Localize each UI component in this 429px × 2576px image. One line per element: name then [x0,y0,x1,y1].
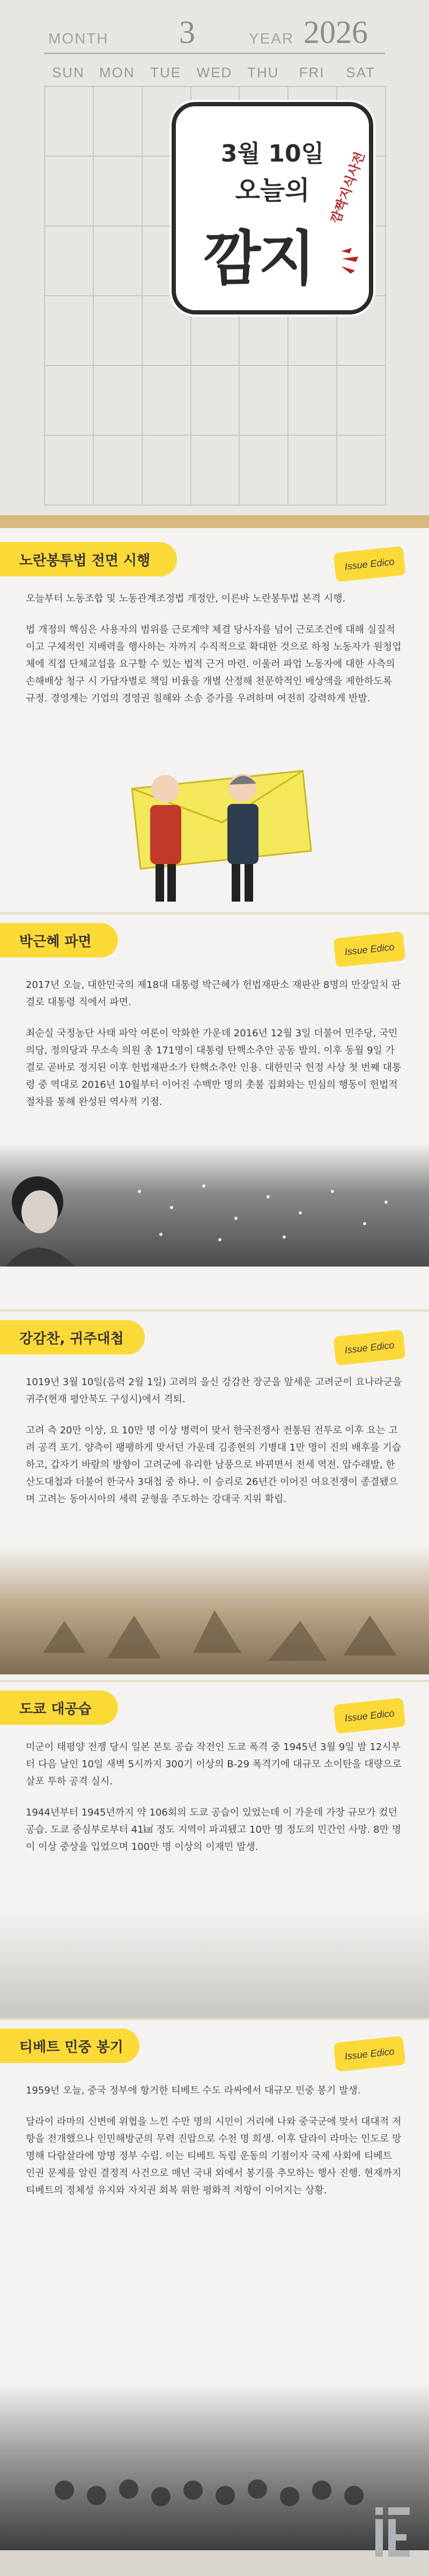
section-title-4: 도쿄 대공습 [0,1690,118,1725]
section-1-para-2: 법 개정의 핵심은 사용자의 범위를 근로계약 체결 당사자를 넘어 근로조건에 대해 실질적이고 구체적인 지배력을 행사하는 자까지 수직적으로 확대한 것으로 하청 노동자가 원청업체에 직접 단체교섭을 요구할 수 있는 법적 근거 마련. 이울러 파업 노동자에 대한 사측의 손해배상 청구 시 가담자별로 책임 비율을 개별 산정해 천문학적인 배상액을 제한하도록 규정. 경영계는 기업의 경영권 침해와 소송 증가를 우려하며 여전히 강력하게 반발. [26,624,402,704]
card-today: 오늘의 [235,175,310,206]
section-divider [0,1309,429,1312]
weekday-tue: TUE [150,64,182,80]
footer-bar [0,2550,429,2576]
section-title-2: 박근혜 파면 [0,923,118,957]
card-side-text: 깜짝지식사전 [328,150,368,225]
section-5-para-1: 1959년 오늘, 중국 정부에 항거한 티베트 수도 라싸에서 대규모 민중 봉기 발생. [26,2085,361,2096]
section-2-para-2: 최순실 국정농단 사태 파악 여론이 악화한 가운데 2016년 12월 3일 더불어 민주당, 국민의당, 정의당과 무소속 의원 총 171명이 대통령 탄핵소추안 공동 발의. 이후 동월 9일 가결로 곧바로 정지된 이후 헌법재판소가 탄핵소추안 인용. 대한민국 헌정 사상 첫 번째 대통령 중 역대로 2016년 10월부터 이어진 수백만 명의 촛불 집회와는 민심의 행동이 헌법적 절차를 통해 완성된 역사적 기점. [26,1028,402,1108]
issue-edico-badge: Issue Edico [334,1329,406,1365]
weekday-thu: THU [247,64,279,80]
tibet-protest-photo [0,2383,429,2550]
year-label: YEAR [249,30,294,47]
section-4-para-1: 미군이 태평양 전쟁 당시 일본 본토 공습 작전인 도쿄 폭격 중 1945년 3월 9일 밤 12시부터 다음 날인 10일 새벽 5시까지 300기 이상의 B-29 폭격기에 대규모 소이탄을 대량으로 살포 투하 공격 실시. [26,1741,402,1787]
section-body-2 [26,977,403,1125]
calendar-header [0,0,429,515]
burst-icon [337,246,364,278]
section-divider [0,1680,429,1682]
issue-edico-badge: Issue Edico [334,546,406,582]
month-label: MONTH [48,30,109,47]
section-title-1: 노란봉투법 전면 시행 [0,542,177,576]
weekday-sun: SUN [51,64,85,80]
weekday-fri: FRI [299,64,325,80]
weekday-sat: SAT [346,64,375,80]
section-3-para-2: 고려 측 20만 이상, 요 10만 명 이상 병력이 맞서 한국전쟁사 전통된 전투로 이후 요는 고려 공격 포기. 양측이 팽팽하게 맞서던 가운데 김종현의 기병대 1만 명이 진의 배후를 기습하고, 갑자기 바람의 방향이 고려군에 유리한 남풍으로 바뀌면서 전세 역전. 압수래발, 한산도대첩과 더불어 한국사 3대첩 중 하나. 이 승리로 26년간 이어진 여요전쟁이 종결됐으며 고려는 동아시아의 세력 균형을 주도하는 강대국 지위 확립. [26,1425,402,1505]
card-kkamji: 깜지 [204,224,314,293]
battle-painting [0,1546,429,1674]
issue-edico-badge: Issue Edico [334,2036,406,2072]
section-4-para-2: 1944년부터 1945년까지 약 106회의 도쿄 공습이 있었는데 이 가운데 가장 규모가 컸던 공습. 도쿄 중심부로부터 41㎢ 정도 지역이 파괴됐고 10만 명 정도의 민간인 사망. 8만 명이 이상 중상을 입었으며 100만 명 이상의 이재민 발생. [26,1807,402,1853]
issue-edico-badge: Issue Edico [334,931,406,967]
card-date: 3월 10일 [220,140,324,167]
weekday-wed: WED [196,64,233,80]
bombing-ruins-photo [0,1911,429,2018]
section-body-4 [26,1739,403,1870]
section-2-para-1: 2017년 오늘, 대한민국의 제18대 대통령 박근혜가 헌법재판소 재판관 8명의 만장일치 판결로 대통령 직에서 파면. [26,979,401,1008]
section-body-5 [26,2082,403,2213]
weekday-mon: MON [99,64,135,80]
calendar-month-year [44,11,385,54]
today-title-card [172,102,373,314]
section-1-para-1: 오늘부터 노동조합 및 노동관계조정법 개정안, 이른바 노란봉투법 본격 시행. [26,593,346,604]
candlelight-protest-photo [0,1143,429,1267]
issue-edico-badge: Issue Edico [334,1697,406,1733]
envelope-illustration [0,746,429,907]
section-5-para-2: 달라이 라마의 신변에 위협을 느낀 수만 명의 시민이 거리에 나와 중국군에 맞서 대대적 저항을 전개했으나 인민해방군의 무력 진압으로 수천 명 희생. 이후 달라이 라마는 인도로 망명해 다람살라에 망명 정부 수립. 이는 티베트 독립 운동의 기점이자 국제 사회에 티베트 인권 문제를 알린 결정적 사건으로 매년 국내 외에서 봉기를 추모하는 행사 진행. 현재까지 티베트의 정체성 유지와 자치권 회복 위한 평화적 저항이 이어지는 상황. [26,2116,402,2196]
issue-edico-logo [375,2507,413,2566]
month-value: 3 [179,14,195,50]
section-body-1 [26,590,403,721]
section-divider [0,2018,429,2020]
weekday-row [44,64,385,83]
section-divider [0,912,429,914]
section-body-3 [26,1374,403,1522]
section-3-para-1: 1019년 3월 10일(음력 2월 1일) 고려의 을신 강감찬 장군을 앞세운 고려군이 요나라군을 귀주(현재 평안북도 구성시)에서 격퇴. [26,1377,402,1405]
section-title-5: 티베트 민중 봉기 [0,2029,139,2063]
section-divider [0,515,429,528]
section-title-3: 강감찬, 귀주대첩 [0,1320,145,1355]
year-value: 2026 [304,14,368,50]
